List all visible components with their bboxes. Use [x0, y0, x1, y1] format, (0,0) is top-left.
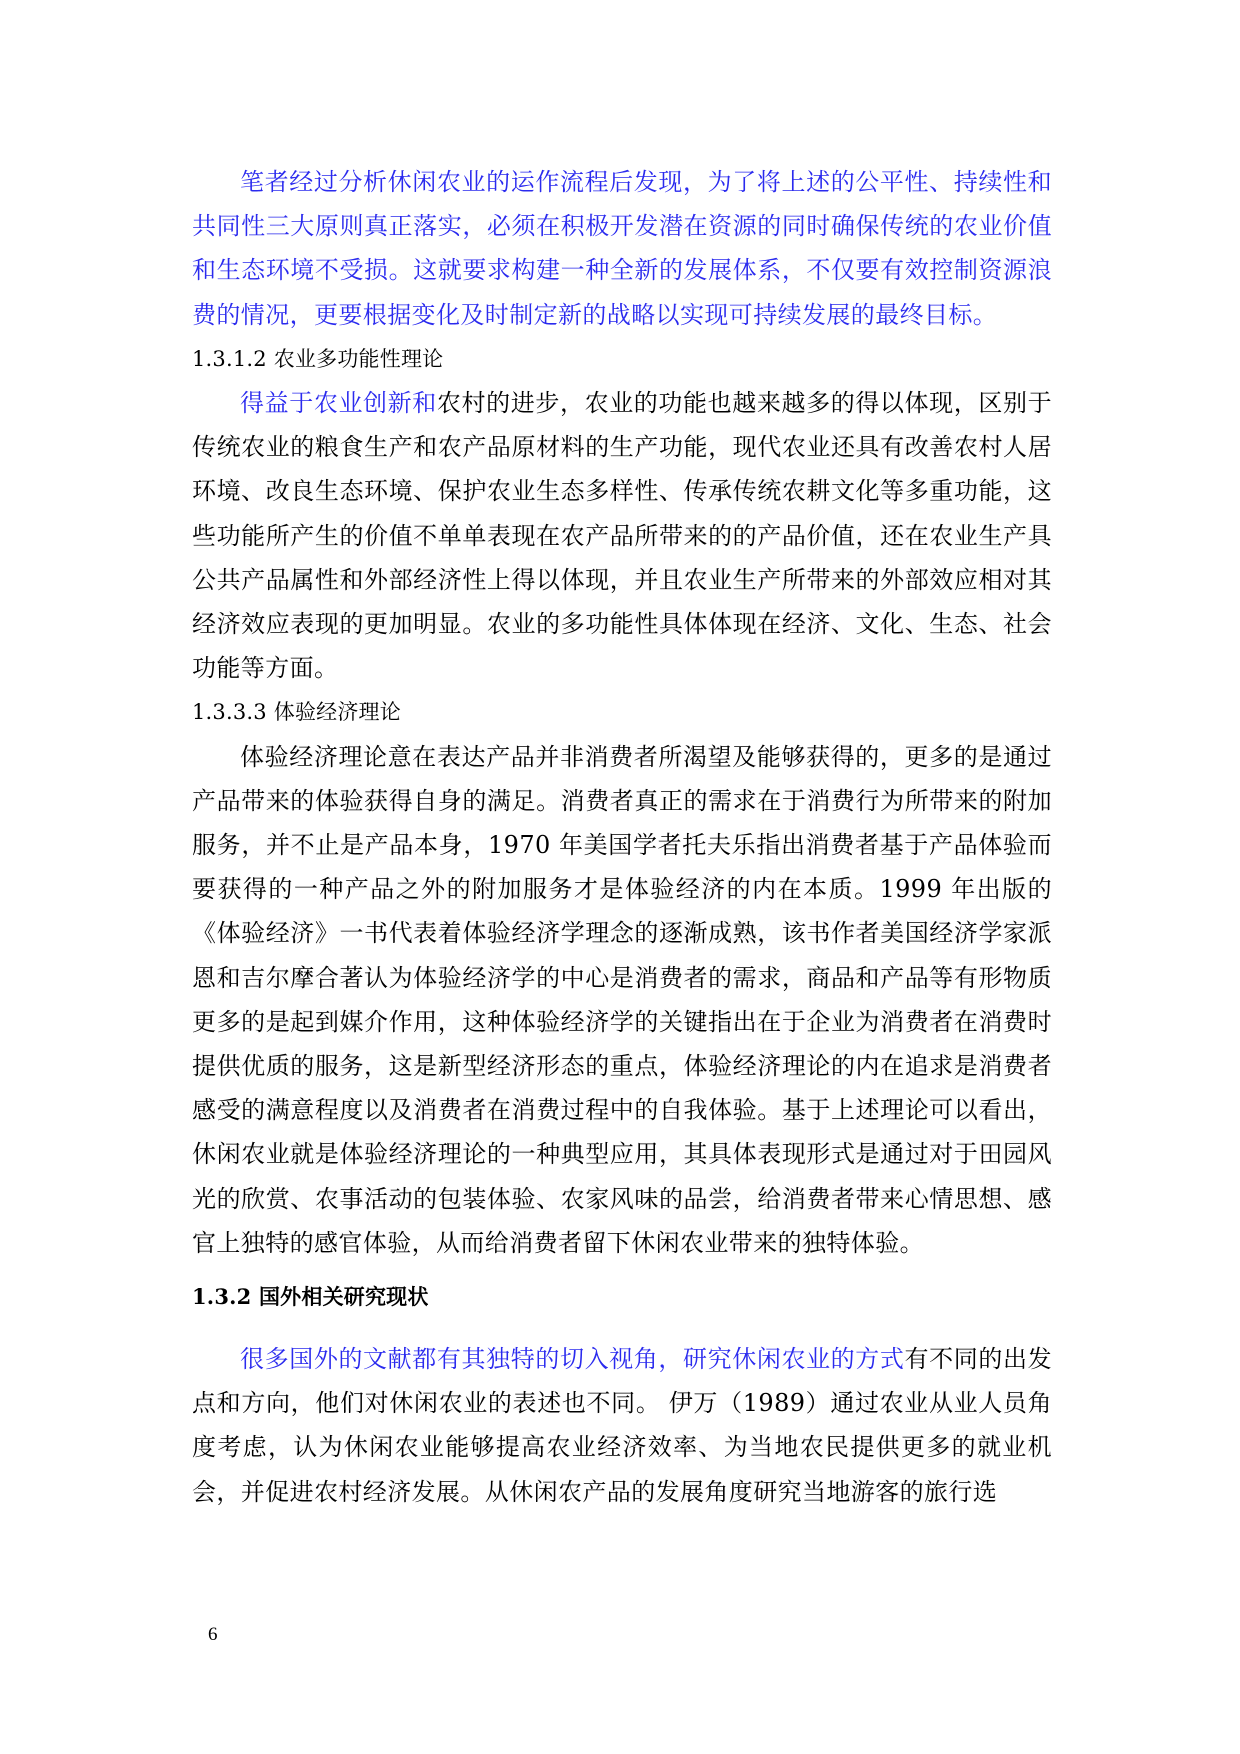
paragraph-multifunctionality [192, 381, 1052, 690]
paragraph-foreign-research [192, 1337, 1052, 1514]
highlighted-phrase: 很多国外的文献都有其独特的切入视角，研究休闲农业的方式 [240, 1345, 905, 1374]
paragraph-multifunctionality-text: 农村的进步，农业的功能也越来越多的得以体现，区别于传统农业的粮食生产和农产品原材料的生产功能，现代农业还具有改善农村人居环境、改良生态环境、保护农业生态多样性、传承传统农耕文化等多重功能，这些功能所产生的价值不单单表现在农产品所带来的的产品价值，还在农业生产具公共产品属性和外部经济性上得以体现，并且农业生产所带来的外部效应相对其经济效应表现的更加明显。农业的多功能性具体体现在经济、文化、生态、社会功能等方面。 [192, 389, 1053, 683]
section-heading-132: 1.3.2 国外相关研究现状 [192, 1284, 429, 1310]
paragraph-experience-economy: 体验经济理论意在表达产品并非消费者所渴望及能够获得的，更多的是通过产品带来的体验获得自身的满足。消费者真正的需求在于消费行为所带来的附加服务，并不止是产品本身，1970 年美国学者托夫乐指出消费者基于产品体验而要获得的一种产品之外的附加服务才是体验经济的内在本质。1999 年出版的《体验经济》一书代表着体验经济学理念的逐渐成熟，该书作者美国经济学家派恩和吉尔摩合著认为体验经济学的中心是消费者的需求，商品和产品等有形物质更多的是起到媒介作用，这种体验经济学的关键指出在于企业为消费者在消费时提供优质的服务，这是新型经济形态的重点，体验经济理论的内在追求是消费者感受的满意程度以及消费者在消费过程中的自我体验。基于上述理论可以看出，休闲农业就是体验经济理论的一种典型应用，其具体表现形式是通过对于田园风光的欣赏、农事活动的包装体验、农家风味的品尝，给消费者带来心情思想、感官上独特的感官体验，从而给消费者留下休闲农业带来的独特体验。 [192, 742, 1052, 1257]
page-number: 6 [208, 1624, 218, 1645]
highlighted-phrase: 得益于农业创新和 [240, 389, 437, 418]
document-body [192, 160, 1052, 1514]
paragraph-foreign-research-text: 有不同的出发点和方向，他们对休闲农业的表述也不同。 伊万（1989）通过农业从业人员角度考虑，认为休闲农业能够提高农业经济效率、为当地农民提供更多的就业机会，并促进农村经济发展。从休闲农产品的发展角度研究当地游客的旅行选 [192, 1345, 1052, 1506]
paragraph-principles [192, 160, 1052, 337]
section-heading-1333: 1.3.3.3 体验经济理论 [192, 700, 401, 725]
paragraph-principles-text: 笔者经过分析休闲农业的运作流程后发现，为了将上述的公平性、持续性和共同性三大原则真正落实，必须在积极开发潜在资源的同时确保传统的农业价值和生态环境不受损。这就要求构建一种全新的发展体系，不仅要有效控制资源浪费的情况，更要根据变化及时制定新的战略以实现可持续发展的最终目标。 [192, 168, 1052, 329]
section-heading-1312: 1.3.1.2 农业多功能性理论 [192, 346, 444, 371]
